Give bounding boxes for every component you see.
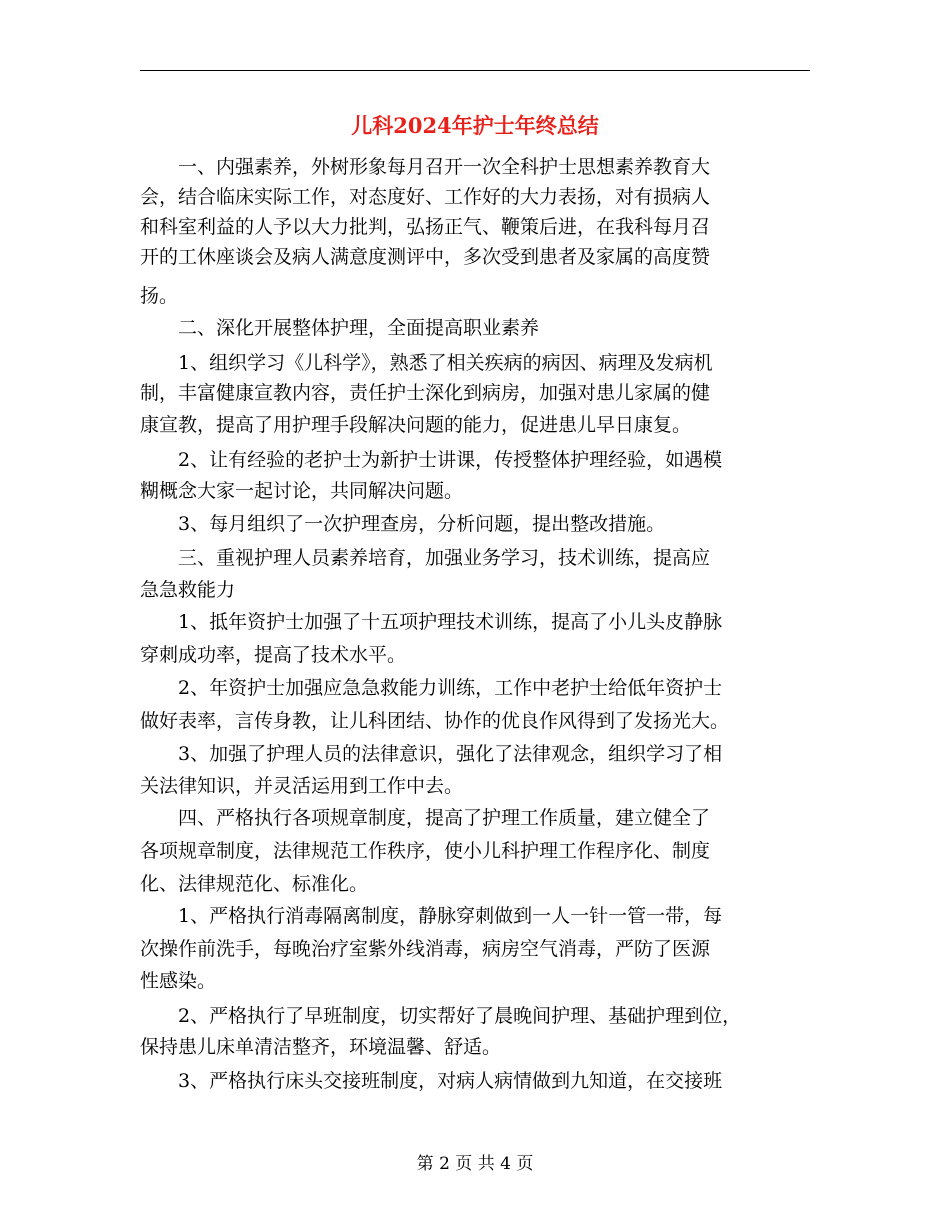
body-line: 四、严格执行各项规章制度，提高了护理工作质量，建立健全了 (140, 807, 711, 829)
body-line: 三、重视护理人员素养培育，加强业务学习，技术训练，提高应 (140, 547, 711, 569)
body-line: 糊概念大家一起讨论，共同解决问题。 (140, 480, 464, 502)
document-title: 儿科2024年护士年终总结 (351, 113, 599, 138)
body-line: 1、抵年资护士加强了十五项护理技术训练，提高了小儿头皮静脉 (140, 611, 723, 633)
body-line: 2、严格执行了早班制度，切实帮好了晨晚间护理、基础护理到位， (140, 1005, 742, 1027)
body-line: 开的工休座谈会及病人满意度测评中，多次受到患者及家属的高度赞 (140, 246, 711, 268)
body-line: 次操作前洗手，每晚治疗室紫外线消毒，病房空气消毒，严防了医源 (140, 938, 711, 960)
page-number: 第 2 页 共 4 页 (416, 1154, 534, 1174)
body-line: 2、年资护士加强应急急救能力训练，工作中老护士给低年资护士 (140, 677, 723, 699)
body-line: 康宣教，提高了用护理手段解决问题的能力，促进患儿早日康复。 (140, 414, 692, 436)
body-line: 做好表率，言传身教，让儿科团结、协作的优良作风得到了发扬光大。 (140, 710, 730, 732)
body-line: 2、让有经验的老护士为新护士讲课，传授整体护理经验，如遇模 (140, 449, 723, 471)
body-line: 制，丰富健康宣教内容，责任护士深化到病房，加强对患儿家属的健 (140, 382, 711, 404)
header-rule (140, 70, 810, 71)
body-line: 关法律知识，并灵活运用到工作中去。 (140, 775, 464, 797)
body-line: 急急救能力 (140, 579, 236, 601)
body-line: 性感染。 (140, 970, 217, 992)
body-line: 二、深化开展整体护理，全面提高职业素养 (140, 317, 540, 339)
body-line: 化、法律规范化、标准化。 (140, 873, 369, 895)
body-line: 扬。 (140, 285, 179, 307)
body-line: 1、严格执行消毒隔离制度，静脉穿刺做到一人一针一管一带，每 (140, 905, 723, 927)
body-line: 3、严格执行床头交接班制度，对病人病情做到九知道，在交接班 (140, 1070, 723, 1092)
body-line: 1、组织学习《儿科学》，熟悉了相关疾病的病因、病理及发病机 (140, 352, 713, 374)
body-line: 3、加强了护理人员的法律意识，强化了法律观念，组织学习了相 (140, 743, 723, 765)
body-line: 保持患儿床单清洁整齐，环境温馨、舒适。 (140, 1036, 502, 1058)
body-line: 会，结合临床实际工作，对态度好、工作好的大力表扬，对有损病人 (140, 186, 711, 208)
body-line: 一、内强素养，外树形象每月召开一次全科护士思想素养教育大 (140, 156, 711, 178)
body-line: 和科室利益的人予以大力批判，弘扬正气、鞭策后进，在我科每月召 (140, 216, 711, 238)
body-line: 3、每月组织了一次护理查房，分析问题，提出整改措施。 (140, 513, 666, 535)
body-line: 穿刺成功率，提高了技术水平。 (140, 644, 407, 666)
body-line: 各项规章制度，法律规范工作秩序，使小儿科护理工作程序化、制度 (140, 840, 711, 862)
